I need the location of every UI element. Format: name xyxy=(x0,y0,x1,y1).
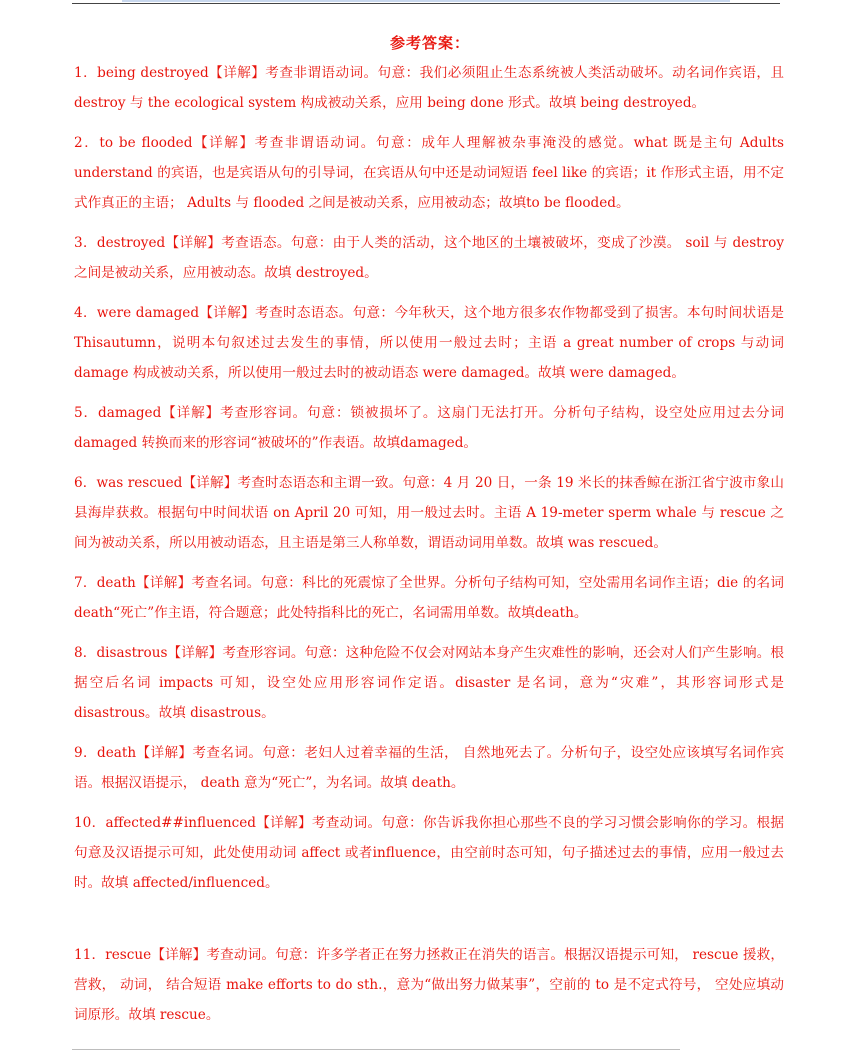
answer-item-1: 1．being destroyed【详解】考查非谓语动词。句意：我们必须阻止生态系统被人类活动破坏。动名词作宾语，且 destroy 与 the ecological system 构成被动关系，应用 being done 形式。故填 being destroyed。 xyxy=(74,65,784,111)
header-rule xyxy=(72,3,780,4)
answer-item-4: 4．were damaged【详解】考查时态语态。句意：今年秋天，这个地方很多农作物都受到了损害。本句时间状语是 Thisautumn，说明本句叙述过去发生的事情，所以使用一般过去时；主语 a great number of crops 与动词 damage 构成被动关系，所以使用一般过去时的被动语态 were damaged。故填 were damaged。 xyxy=(74,305,784,381)
answers-title: 参考答案： xyxy=(389,34,470,52)
answer-item-10: 10．affected##influenced【详解】考查动词。句意：你告诉我你担心那些不良的学习习惯会影响你的学习。根据句意及汉语提示可知，此处使用动词 affect 或者influence，由空前时态可知，句子描述过去的事情，应用一般过去时。故填 affected/influenced。 xyxy=(74,815,784,891)
answer-item-11: 11．rescue【详解】考查动词。句意：许多学者正在努力拯救正在消失的语言。根据汉语提示可知， rescue 援救， 营救， 动词， 结合短语 make efforts to do sth.，意为“做出努力做某事”，空前的 to 是不定式符号， 空处应填动词原形。故填 rescue。 xyxy=(74,947,784,1023)
answer-item-6: 6．was rescued【详解】考查时态语态和主谓一致。句意：4 月 20 日，一条 19 米长的抹香鲸在浙江省宁波市象山县海岸获救。根据句中时间状语 on April 20 可知，用一般过去时。主语 A 19-meter sperm whale 与 rescue 之间为被动关系，所以用被动语态，且主语是第三人称单数，谓语动词用单数。故填 was rescued。 xyxy=(74,475,784,551)
answer-item-9: 9．death【详解】考查名词。句意：老妇人过着幸福的生活， 自然地死去了。分析句子，设空处应该填写名词作宾语。根据汉语提示， death 意为“死亡”，为名词。故填 death。 xyxy=(74,745,784,791)
answer-item-5: 5．damaged【详解】考查形容词。句意：锁被损坏了。这扇门无法打开。分析句子结构，设空处应用过去分词 damaged 转换而来的形容词“被破坏的”作表语。故填damaged。 xyxy=(74,405,784,451)
answer-list xyxy=(74,58,784,1040)
answer-item-8: 8．disastrous【详解】考查形容词。句意：这种危险不仅会对网站本身产生灾难性的影响，还会对人们产生影响。根据空后名词 impacts 可知，设空处应用形容词作定语。disaster 是名词，意为“灾难”，其形容词形式是 disastrous。故填 disastrous。 xyxy=(74,645,784,721)
answer-item-7: 7．death【详解】考查名词。句意：科比的死震惊了全世界。分析句子结构可知，空处需用名词作主语；die 的名词 death“死亡”作主语，符合题意；此处特指科比的死亡，名词需用单数。故填death。 xyxy=(74,575,784,621)
footer-rule xyxy=(72,1049,680,1050)
answer-item-3: 3．destroyed【详解】考查语态。句意：由于人类的活动，这个地区的土壤被破坏，变成了沙漠。 soil 与 destroy 之间是被动关系，应用被动态。故填 destroyed。 xyxy=(74,235,784,281)
answer-item-2: 2．to be flooded【详解】考查非谓语动词。句意：成年人理解被杂事淹没的感觉。what 既是主句 Adults understand 的宾语，也是宾语从句的引导词，在宾语从句中还是动词短语 feel like 的宾语；it 作形式主语，用不定式作真正的主语； Adults 与 flooded 之间是被动关系，应用被动态；故填to be flooded。 xyxy=(74,135,784,211)
header-highlight-bar xyxy=(122,0,730,2)
